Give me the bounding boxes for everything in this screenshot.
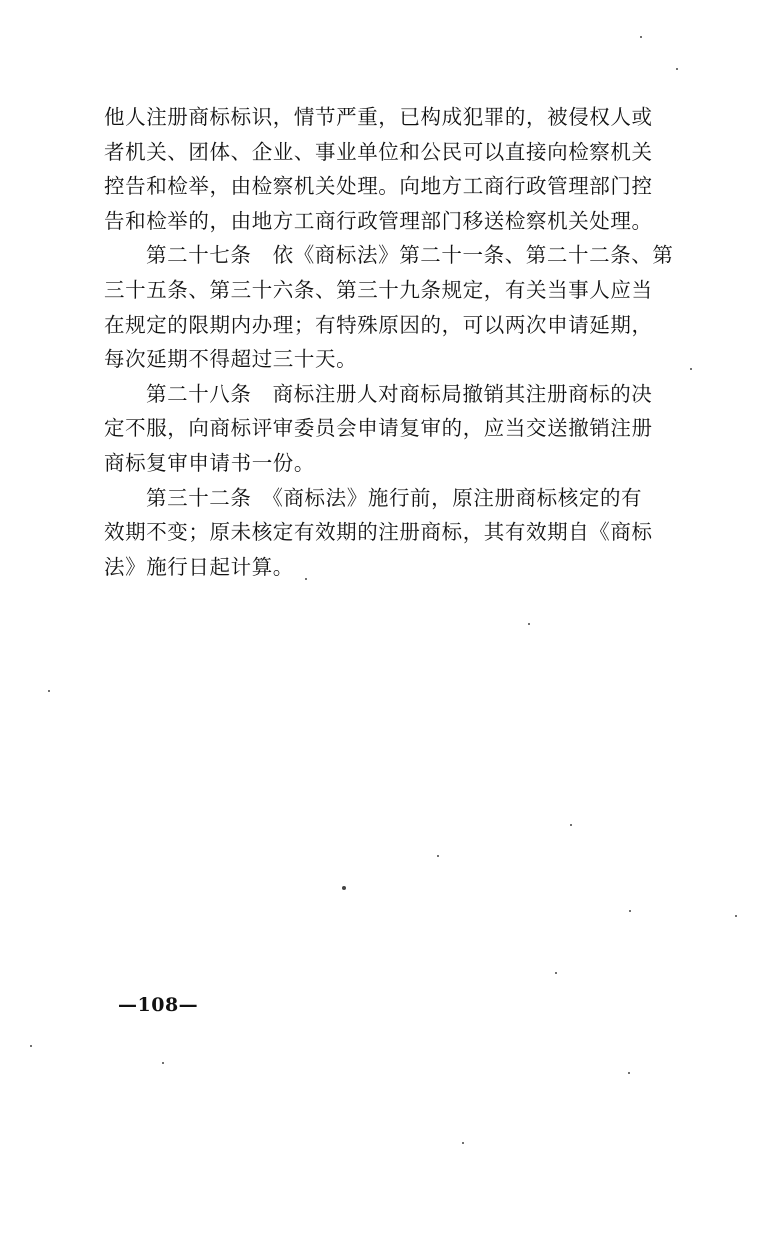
scan-speck: [48, 690, 50, 692]
text-line: 他人注册商标标识，情节严重，已构成犯罪的，被侵权人或: [104, 105, 653, 129]
scan-speck: [528, 623, 530, 625]
article-28-first-line: 第二十八条 商标注册人对商标局撤销其注册商标的决: [146, 381, 653, 406]
article-32-first-line: 第三十二条 《商标法》施行前，原注册商标核定的有: [146, 485, 643, 510]
scan-speck: [437, 855, 439, 857]
scan-speck: [735, 915, 737, 917]
text-line: 法》施行日起计算。: [104, 554, 294, 579]
text-line: 在规定的限期内办理；有特殊原因的，可以两次申请延期，: [104, 312, 653, 337]
article-27-first-line: 第二十七条 依《商标法》第二十一条、第二十二条、第: [146, 243, 674, 268]
scan-speck: [555, 972, 557, 974]
scan-speck: [162, 1062, 164, 1064]
text-line: 三十五条、第三十六条、第三十九条规定，有关当事人应当: [104, 277, 653, 302]
text-line: 定不服，向商标评审委员会申请复审的，应当交送撤销注册: [104, 416, 653, 441]
text-line: 者机关、团体、企业、事业单位和公民可以直接向检察机关: [104, 139, 653, 164]
scan-speck: [305, 578, 307, 580]
scan-speck: [690, 368, 692, 370]
scan-speck: [342, 886, 346, 890]
scan-speck: [676, 68, 678, 70]
text-line: 商标复审申请书一份。: [104, 450, 315, 475]
text-line: 每次延期不得超过三十天。: [104, 347, 358, 372]
text-line: 效期不变；原未核定有效期的注册商标，其有效期自《商标: [104, 520, 653, 545]
scan-speck: [640, 36, 642, 38]
scan-speck: [462, 1142, 464, 1144]
page-number: —108—: [118, 994, 199, 1016]
text-line: 控告和检举，由检察机关处理。向地方工商行政管理部门控: [104, 174, 653, 199]
body-text: [104, 100, 676, 584]
scan-speck: [628, 1072, 630, 1074]
text-line: 告和检举的，由地方工商行政管理部门移送检察机关处理。: [104, 208, 653, 233]
scan-speck: [570, 824, 572, 826]
scan-speck: [629, 910, 631, 912]
scan-speck: [30, 1045, 32, 1047]
